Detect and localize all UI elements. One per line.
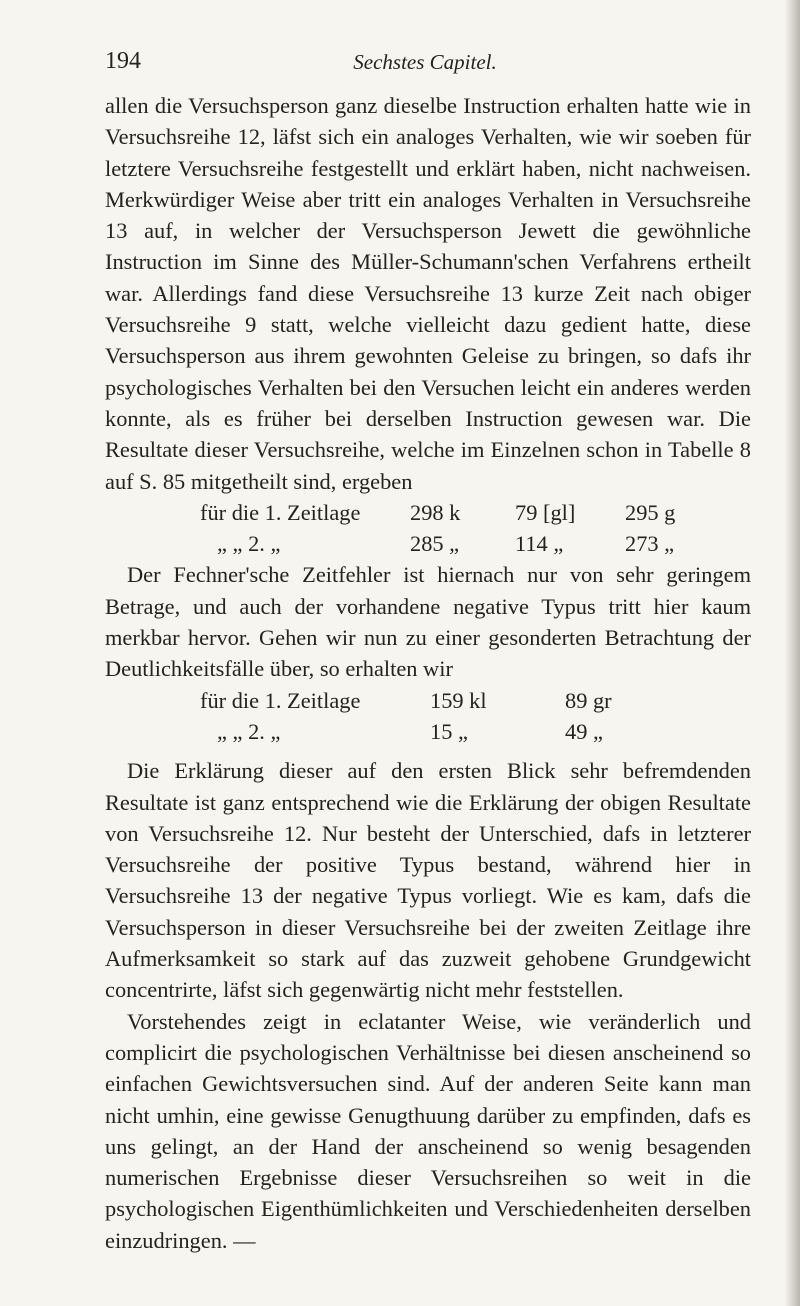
table1-cell: 79 [gl] — [515, 499, 576, 525]
paragraph-4: Vorstehendes zeigt in eclatanter Weise, wie veränderlich und complicirt die psychologischen Verhältnisse bei diesen anscheinend so einfachen Gewichtsversuchen sind. Auf der anderen Seite kann man nicht umhin, eine gewisse Genugthuung darüber zu empfinden, dafs es uns gelingt, an der Hand der anscheinend so wenig besagenden numerischen Ergebnisse dieser Versuchsreihen so weit in die psychologischen Eigenthümlichkeiten und Verschiedenheiten derselben einzudringen. — — [105, 1008, 751, 1253]
table2-row-2 — [105, 716, 751, 747]
table2-row-label: „ „ 2. „ — [217, 718, 281, 744]
page-number: 194 — [105, 48, 141, 74]
table2-cell: 15 „ — [430, 718, 468, 744]
table2-cell: 49 „ — [565, 718, 603, 744]
table1-cell: 114 „ — [515, 531, 564, 557]
running-title: Sechstes Capitel. — [353, 50, 497, 74]
paragraph-3: Die Erklärung dieser auf den ersten Blick sehr befremdenden Resultate ist ganz entsprechend wie die Erklärung der obigen Resultate von Versuchsreihe 12. Nur besteht der Unterschied, dafs in letzterer Versuchsreihe der positive Typus bestand, während hier in Versuchsreihe 13 der negative Typus vorliegt. Wie es kam, dafs die Versuchsperson in dieser Versuchsreihe bei der zweiten Zeitlage ihre Aufmerksamkeit so stark auf das zuzweit gehobene Grundgewicht concentrirte, läfst sich gegenwärtig nicht mehr feststellen. — [105, 758, 751, 1003]
table1-cell: 298 k — [410, 499, 461, 525]
table1-cell: 285 „ — [410, 531, 460, 557]
table2-row-label: für die 1. Zeitlage — [200, 687, 361, 713]
table2-row-1 — [105, 685, 751, 716]
table2-cell: 89 gr — [565, 687, 612, 713]
table1-row-1 — [105, 497, 751, 528]
page-header — [105, 48, 745, 78]
book-spine-shadow — [784, 0, 800, 1306]
table1-cell: 273 „ — [625, 531, 675, 557]
table1-row-label: für die 1. Zeitlage — [200, 499, 361, 525]
paragraph-2: Der Fechner'sche Zeitfehler ist hiernach nur von sehr geringem Betrage, und auch der vorhandene negative Typus tritt hier kaum merkbar hervor. Gehen wir nun zu einer gesonderten Betrachtung der Deutlichkeitsfälle über, so erhalten wir — [105, 562, 751, 682]
table2-cell: 159 kl — [430, 687, 487, 713]
body-text — [105, 90, 751, 1256]
table1-row-2 — [105, 528, 751, 559]
table1-row-label: „ „ 2. „ — [217, 531, 281, 557]
paragraph-1: allen die Versuchsperson ganz dieselbe Instruction erhalten hatte wie in Versuchsreihe 12, läfst sich ein analoges Verhalten, wie wir soeben für letztere Versuchsreihe festgestellt und erklärt haben, nicht nachweisen. Merkwürdiger Weise aber tritt ein analoges Verhalten in Versuchsreihe 13 auf, in welcher der Versuchsperson Jewett die gewöhnliche Instruction im Sinne des Müller-Schumann'schen Verfahrens ertheilt war. Allerdings fand diese Versuchsreihe 13 kurze Zeit nach obiger Versuchsreihe 9 statt, welche vielleicht dazu gedient hatte, diese Versuchsperson aus ihrem gewohnten Geleise zu bringen, so dafs ihr psychologisches Verhalten bei den Versuchen leicht ein anderes werden konnte, als es früher bei derselben Instruction gewesen war. Die Resultate dieser Versuchsreihe, welche im Einzelnen schon in Tabelle 8 auf S. 85 mitgetheilt sind, ergeben — [105, 93, 751, 494]
table1-cell: 295 g — [625, 499, 676, 525]
